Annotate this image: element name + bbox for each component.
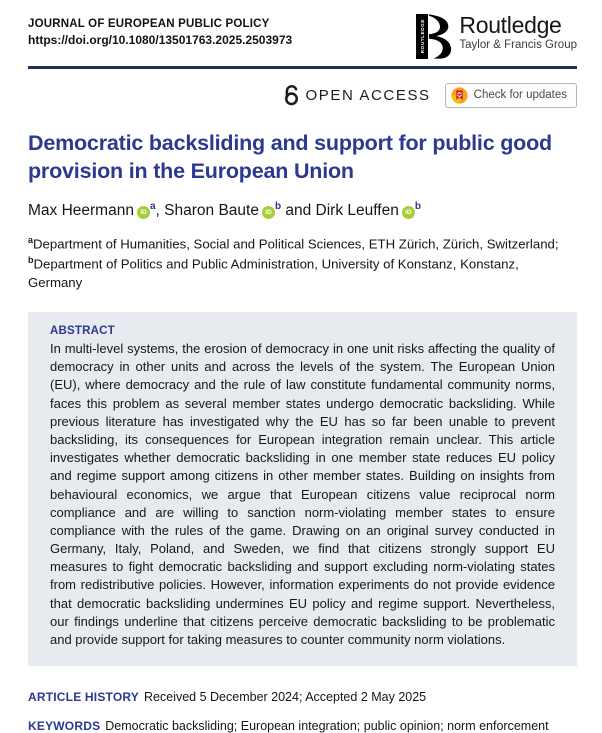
author-name: Sharon Baute	[164, 202, 259, 220]
routledge-mark-icon	[416, 14, 452, 59]
affiliation-text: Department of Humanities, Social and Political Sciences, ETH Zürich, Zürich, Switzerland;	[33, 236, 559, 252]
abstract-label: ABSTRACT	[50, 325, 115, 338]
routledge-vertical-text: ROUTLEDGE	[419, 19, 425, 54]
author-line	[28, 201, 577, 220]
author-affiliation-sup: b	[274, 200, 282, 212]
author-separator: ,	[155, 202, 165, 220]
journal-header-block	[28, 14, 292, 47]
open-access-badge	[283, 84, 431, 106]
routledge-vertical-banner	[416, 14, 428, 59]
routledge-logo	[416, 14, 577, 59]
check-for-updates-button[interactable]	[445, 83, 577, 108]
header-divider	[28, 66, 577, 69]
author-separator: and	[281, 202, 316, 220]
author-name: Max Heermann	[28, 202, 134, 220]
article-history	[28, 690, 577, 704]
keywords	[28, 719, 577, 733]
orcid-icon[interactable]: iD	[402, 206, 415, 219]
badge-row	[28, 82, 577, 108]
open-lock-icon	[283, 84, 300, 106]
article-history-label: ARTICLE HISTORY	[28, 690, 140, 705]
author	[28, 202, 164, 219]
keywords-text: Democratic backsliding; European integration; public opinion; norm enforcement	[105, 719, 549, 733]
routledge-wordmark	[459, 14, 577, 52]
author-affiliation-sup: a	[149, 200, 156, 212]
journal-name: JOURNAL OF EUROPEAN PUBLIC POLICY	[28, 18, 270, 30]
open-access-label: OPEN ACCESS	[305, 86, 431, 104]
author-name: Dirk Leuffen	[315, 202, 399, 220]
article-history-text: Received 5 December 2024; Accepted 2 May 2025	[144, 690, 427, 705]
keywords-label: KEYWORDS	[28, 719, 101, 733]
crossmark-icon	[451, 87, 468, 104]
affiliation-sup: b	[28, 255, 34, 266]
orcid-icon[interactable]: iD	[137, 206, 150, 219]
author	[316, 202, 421, 219]
check-for-updates-label: Check for updates	[473, 89, 567, 101]
affiliation-text: Department of Politics and Public Administration, University of Konstanz, Konstanz, Germany	[28, 256, 519, 291]
abstract-box	[28, 312, 577, 666]
routledge-r-glyph-icon	[428, 14, 452, 59]
article-title: Democratic backsliding and support for public good provision in the European Union	[28, 131, 552, 183]
doi-link[interactable]: https://doi.org/10.1080/13501763.2025.2503973	[28, 33, 293, 47]
author	[164, 202, 315, 219]
affiliation-sup: a	[28, 235, 34, 246]
publisher-name: Routledge	[459, 12, 562, 38]
orcid-icon[interactable]: iD	[262, 206, 275, 219]
affiliations	[28, 234, 573, 293]
page-header	[28, 14, 577, 59]
abstract-text: In multi-level systems, the erosion of democracy in one unit risks affecting the quality of democracy in other units and across the levels of the system. The European Union (EU), where democracy and the rule of law constitute fundamental community norms, faces this problem as several member states undergo democratic backsliding. While previous literature has investigated why the EU has so far been unable to prevent backsliding, its consequences for European integration remain unclear. This article investigates whether democratic backsliding in one member state reduces EU policy and regime support among citizens in other member states. Building on insights from behavioural economics, we argue that European citizens value reciprocal norm compliance and are willing to sanction norm-violating member states to ensure compliance with the rules of the game. Drawing on an original survey conducted in Germany, Italy, Poland, and Sweden, we find that citizens strongly support EU measures to fight democratic backsliding and support excluding norm-violating states from redistributive policies. However, information experiments do not provide evidence that democratic backsliding undermines EU policy and regime support. Nevertheless, our findings underline that citizens perceive democratic backsliding to be problematic and provide support for taking measures to counter community norm violations.	[50, 341, 555, 648]
publisher-tagline: Taylor & Francis Group	[459, 39, 577, 51]
author-affiliation-sup: b	[414, 200, 421, 212]
